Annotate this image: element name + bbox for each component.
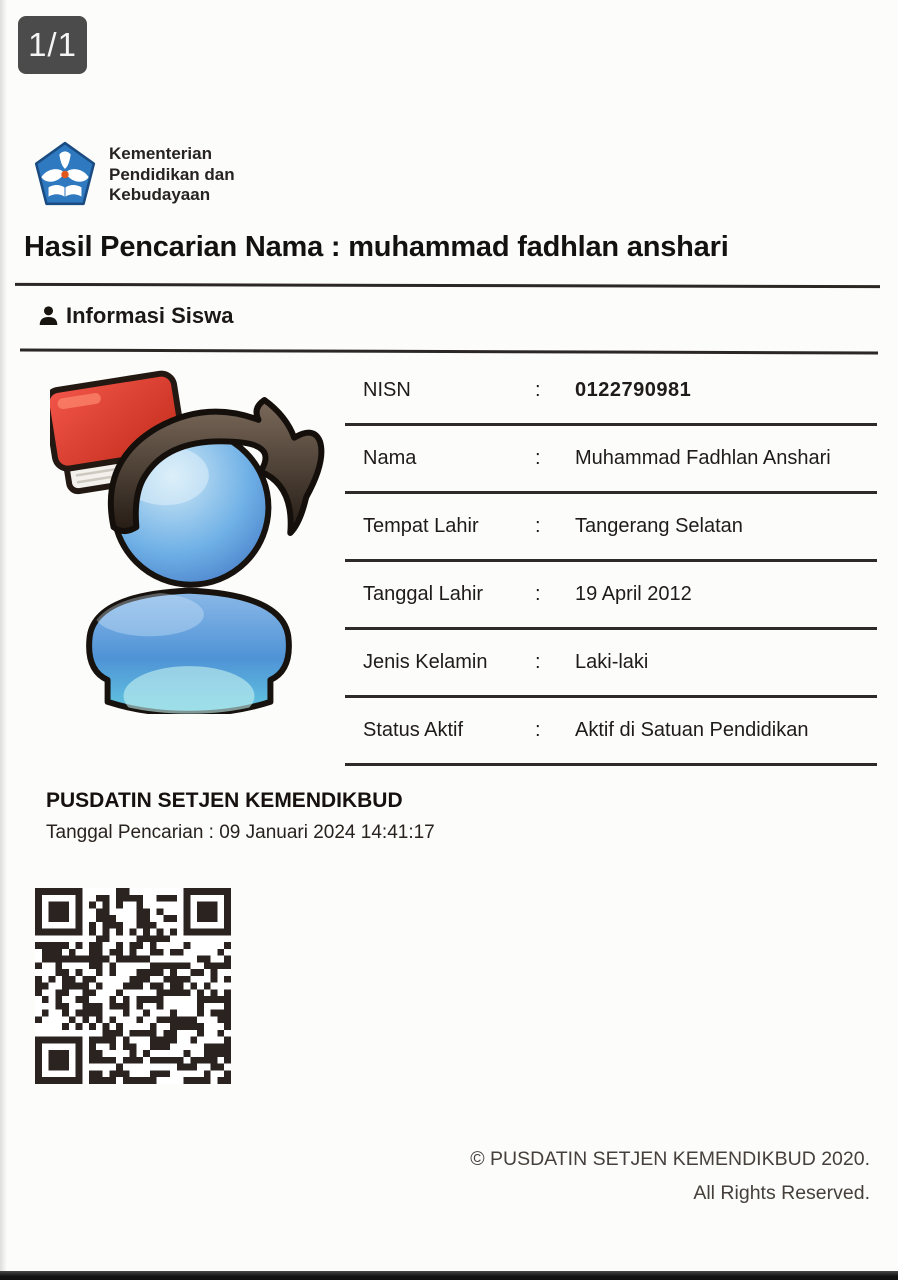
table-row-jenis-kelamin (345, 630, 877, 698)
field-label: Tempat Lahir (363, 515, 479, 537)
kemendikbud-logo-icon (31, 140, 99, 210)
ministry-name-line3: Kebudayaan (109, 185, 211, 205)
field-value: Tangerang Selatan (575, 515, 743, 537)
person-icon (38, 305, 59, 327)
page-indicator-badge: 1/1 (18, 16, 87, 74)
ministry-name-line2: Pendidikan dan (109, 164, 235, 184)
field-value: Laki-laki (575, 651, 649, 673)
field-colon: : (535, 447, 541, 469)
table-row-status-aktif (345, 698, 877, 766)
bottom-bar (0, 1271, 898, 1280)
field-colon: : (535, 515, 541, 537)
student-info-table (345, 358, 877, 766)
page-title: Hasil Pencarian Nama : muhammad fadhlan anshari (24, 231, 729, 263)
issuer-org-name: PUSDATIN SETJEN KEMENDIKBUD (46, 789, 403, 812)
copyright-line2: All Rights Reserved. (693, 1182, 870, 1205)
field-label: Jenis Kelamin (363, 651, 488, 673)
field-colon: : (535, 379, 541, 401)
field-value: 19 April 2012 (575, 583, 692, 605)
table-row-nama (345, 426, 877, 494)
student-photo (50, 366, 328, 714)
field-value: Aktif di Satuan Pendidikan (575, 719, 809, 741)
section-divider (20, 349, 878, 355)
field-value: 0122790981 (575, 379, 692, 401)
title-divider (15, 283, 880, 288)
field-label: NISN (363, 379, 411, 401)
field-value: Muhammad Fadhlan Anshari (575, 447, 831, 469)
ministry-name-line1: Kementerian (109, 143, 212, 163)
field-label: Nama (363, 447, 417, 469)
qr-code (35, 888, 231, 1084)
ministry-name (109, 144, 235, 207)
section-label: Informasi Siswa (66, 303, 234, 328)
copyright-notice (470, 1142, 870, 1210)
copyright-line1: © PUSDATIN SETJEN KEMENDIKBUD 2020. (470, 1148, 870, 1170)
field-colon: : (535, 583, 541, 605)
table-row-tempat-lahir (345, 494, 877, 562)
field-label: Status Aktif (363, 719, 464, 741)
search-date: Tanggal Pencarian : 09 Januari 2024 14:41:17 (46, 822, 435, 843)
table-row-nisn (345, 358, 877, 426)
field-colon: : (535, 651, 541, 673)
field-colon: : (535, 719, 541, 741)
table-row-tanggal-lahir (345, 562, 877, 630)
section-header-informasi-siswa (38, 303, 234, 329)
ministry-header (31, 140, 235, 210)
field-label: Tanggal Lahir (363, 583, 484, 605)
